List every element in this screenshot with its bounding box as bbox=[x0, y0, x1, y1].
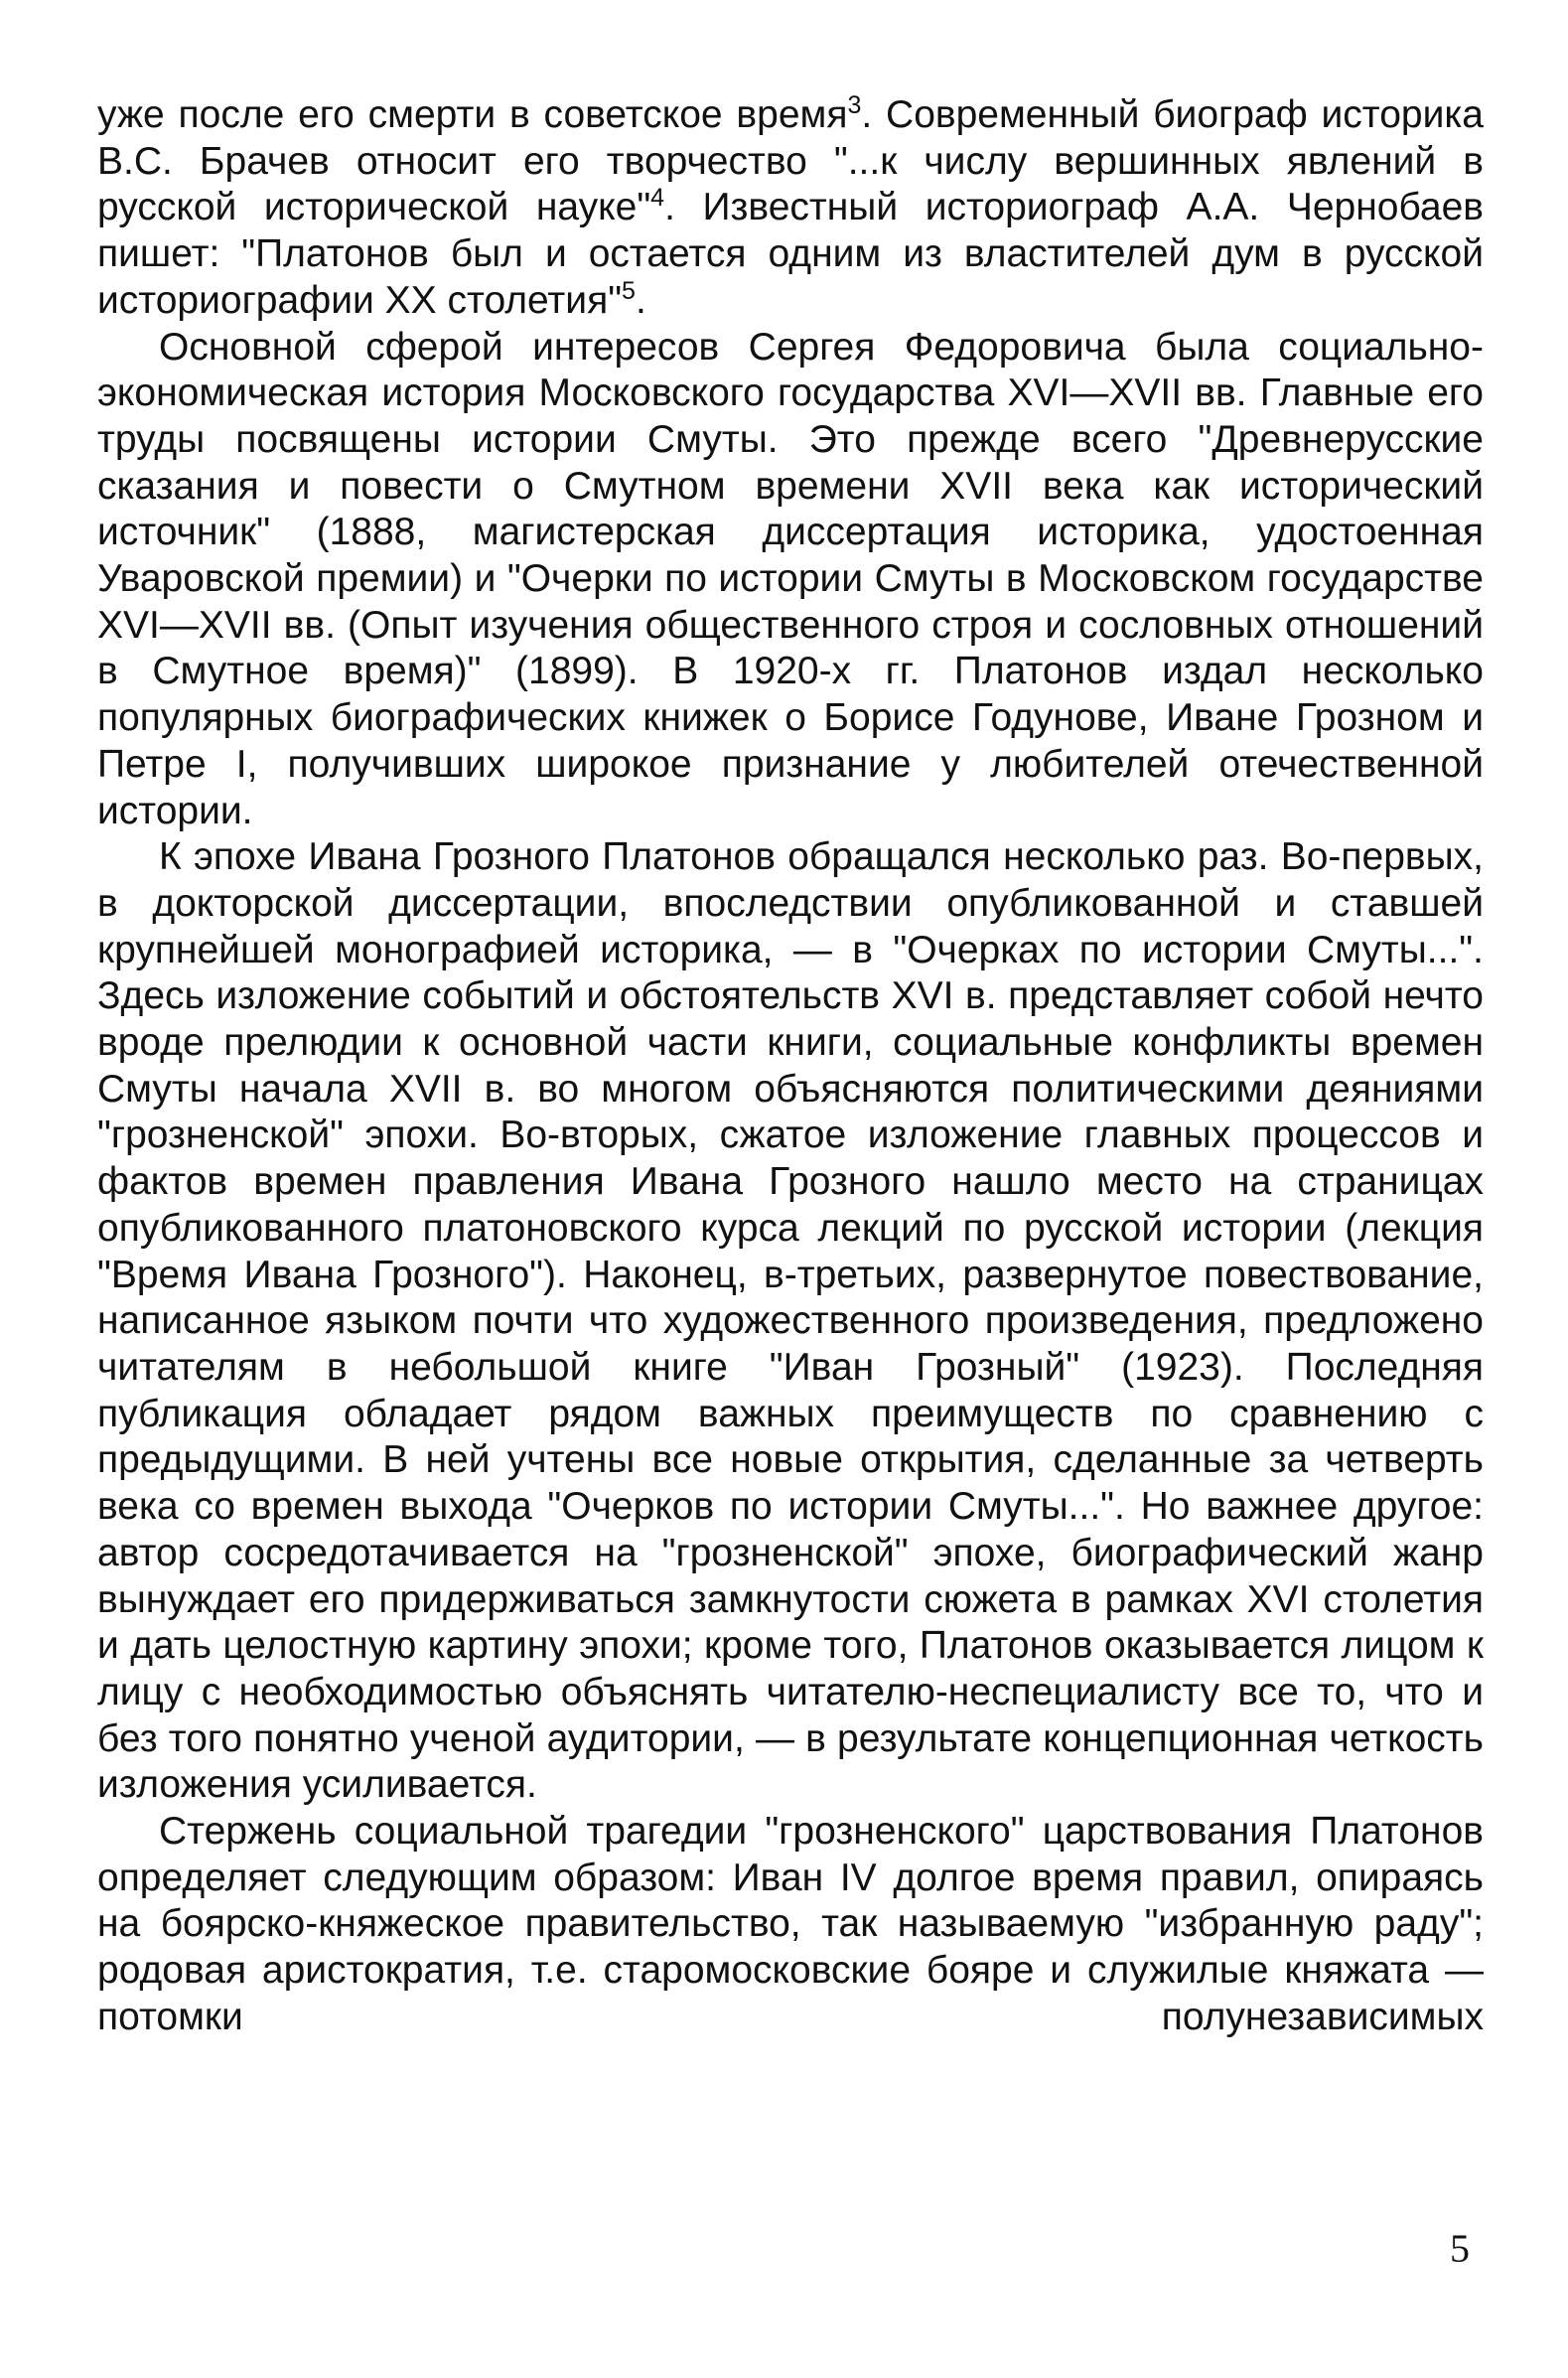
footnote-marker: 5 bbox=[622, 276, 636, 305]
paragraph bbox=[97, 1809, 1484, 2041]
paragraph bbox=[97, 834, 1484, 1809]
paragraph-text: Стержень социальной трагедии "грозненского" царствования Платонов определяет следующим образом: Иван IV долгое время правил, опираясь на боярско-княжеское правительство, так называемую "избранную раду"; родовая аристократия, т.е. старомосковские бояре и служилые княжата — потомки полунезависимых bbox=[97, 1810, 1484, 2038]
page-number: 5 bbox=[1450, 2226, 1470, 2271]
paragraph-text: Основной сферой интересов Сергея Федоровича была социально-экономическая история Московского государства XVI—XVII вв. Главные его труды посвящены истории Смуты. Это прежде всего "Древнерусские сказания и повести о Смутном времени XVII века как исторический источник" (1888, магистерская диссертация историка, удостоенная Уваровской премии) и "Очерки по истории Смуты в Московском государстве XVI—XVII вв. (Опыт изучения общественного строя и сословных отношений в Смутное время)" (1899). В 1920-х гг. Платонов издал несколько популярных биографических книжек о Борисе Годунове, Иване Грозном и Петре I, получивших широкое признание у любителей отечественной истории. bbox=[97, 325, 1484, 832]
footnote-marker: 3 bbox=[847, 91, 862, 119]
text-block bbox=[97, 92, 1484, 2041]
paragraph bbox=[97, 92, 1484, 325]
paragraph-text: . Современный биограф историка В.С. Брачев относит его творчество "...к числу вершинных явлений в русской исторической науке" bbox=[97, 93, 1484, 229]
footnote-marker: 4 bbox=[650, 184, 665, 213]
paragraph-text: . bbox=[635, 278, 646, 322]
paragraph bbox=[97, 325, 1484, 835]
paragraph-text: К эпохе Ивана Грозного Платонов обращался несколько раз. Во-первых, в докторской диссертации, впоследствии опубликованной и ставшей крупнейшей монографией историка, — в "Очерках по истории Смуты...". Здесь изложение событий и обстоятельств XVI в. представляет собой нечто вроде прелюдии к основной части книги, социальные конфликты времен Смуты начала XVII в. во многом объясняются политическими деяниями "грозненской" эпохи. Во-вторых, сжатое изложение главных процессов и фактов времен правления Ивана Грозного нашло место на страницах опубликованного платоновского курса лекций по русской истории (лекция "Время Ивана Грозного"). Наконец, в-третьих, развернутое повествование, написанное языком почти что художественного произведения, предложено читателям в небольшой книге "Иван Грозный" (1923). Последняя публикация обладает рядом важных преимуществ по сравнению с предыдущими. В ней учтены все новые открытия, сделанные за четверть века со времен выхода "Очерков по истории Смуты...". Но важнее другое: автор сосредотачивается на "грозненской" эпохе, биографический жанр вынуждает его придерживаться замкнутости сюжета в рамках XVI столетия и дать целостную картину эпохи; кроме того, Платонов оказывается лицом к лицу с необходимостью объяснять читателю-неспециалисту все то, что и без того понятно ученой аудитории, — в результате концепционная четкость изложения усиливается. bbox=[97, 835, 1484, 1807]
paragraph-text: уже после его смерти в советское время bbox=[97, 93, 848, 136]
paragraph-text: . Известный историограф А.А. Чернобаев пишет: "Платонов был и остается одним из властителей дум в русской историографии XX столетия" bbox=[97, 186, 1484, 322]
